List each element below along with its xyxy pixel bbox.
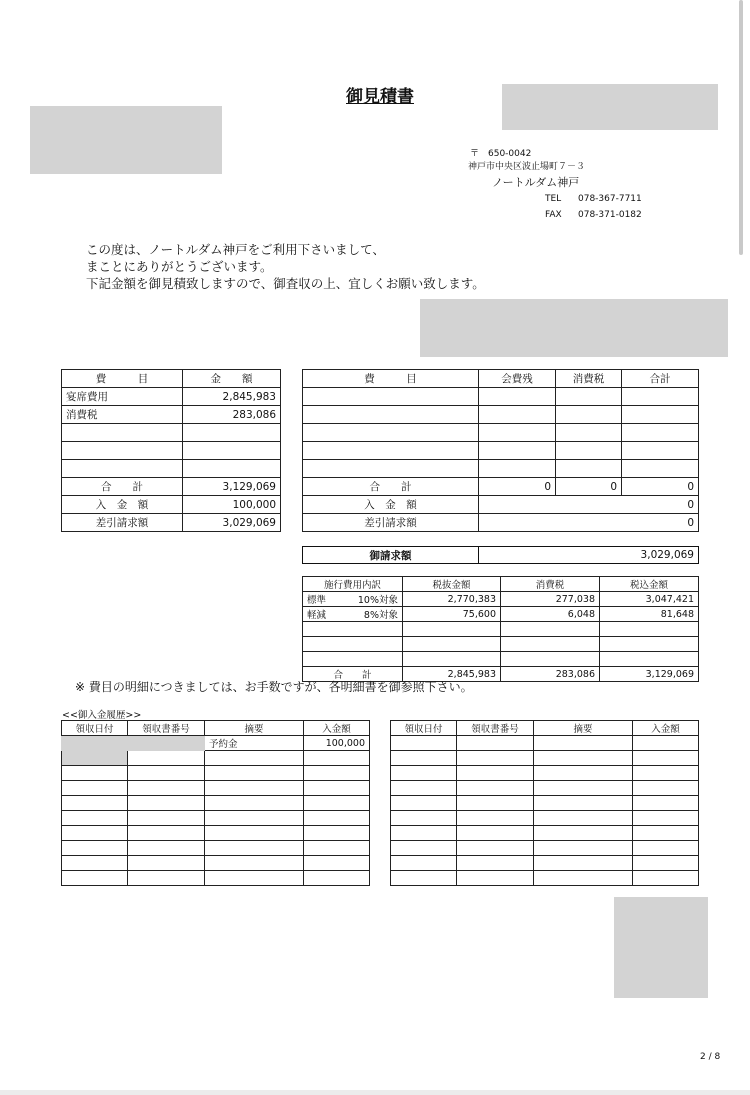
issuer-address: 神戸市中央区波止場町７－３ xyxy=(468,162,586,172)
fax-label: FAX xyxy=(545,210,562,220)
table-row xyxy=(391,856,699,871)
tax-cell: 6,048 xyxy=(501,607,600,622)
table-row xyxy=(391,736,699,751)
invoice-table xyxy=(302,546,699,564)
tel-label: TEL xyxy=(545,194,562,204)
total-row xyxy=(62,478,281,496)
fee-table xyxy=(302,369,699,532)
balance-row xyxy=(303,514,699,532)
net-cell: 75,600 xyxy=(403,607,501,622)
header-cell: 合計 xyxy=(622,370,699,388)
total-value: 0 xyxy=(622,478,699,496)
header-cell: 入金額 xyxy=(633,721,699,736)
table-row xyxy=(303,622,699,637)
balance-value: 3,029,069 xyxy=(183,514,281,532)
total-row xyxy=(303,478,699,496)
deposit-history-table-right xyxy=(390,720,699,886)
scrollbar[interactable] xyxy=(739,0,743,255)
table-row xyxy=(391,811,699,826)
table-row xyxy=(62,442,281,460)
table-row xyxy=(303,592,699,607)
total-value: 3,129,069 xyxy=(183,478,281,496)
total-tax: 283,086 xyxy=(501,667,600,682)
total-net: 2,845,983 xyxy=(403,667,501,682)
summary-cell: 予約金 xyxy=(205,736,304,751)
tax-breakdown-table xyxy=(302,576,699,682)
table-row xyxy=(62,781,370,796)
deposit-row xyxy=(303,496,699,514)
category-label: 標準 xyxy=(307,595,327,606)
total-label: 合 計 xyxy=(62,478,183,496)
balance-value: 0 xyxy=(479,514,699,532)
table-row xyxy=(62,460,281,478)
item-cell: 宴席費用 xyxy=(62,388,183,406)
header-cell: 消費税 xyxy=(501,577,600,592)
header-cell: 領収日付 xyxy=(391,721,457,736)
fax-number: 078-371-0182 xyxy=(578,210,642,220)
item-cell: 消費税 xyxy=(62,406,183,424)
total-value: 0 xyxy=(556,478,622,496)
redacted-cell xyxy=(62,736,205,751)
total-label: 合 計 xyxy=(303,667,403,682)
balance-label: 差引請求額 xyxy=(303,514,479,532)
table-row xyxy=(62,736,370,751)
table-row xyxy=(62,811,370,826)
header-cell: 税抜金額 xyxy=(403,577,501,592)
redacted-block xyxy=(420,299,728,357)
table-row xyxy=(62,871,370,886)
note-text: ※ 費目の明細につきましては、お手数ですが、各明細書を御参照下さい。 xyxy=(75,680,473,694)
deposit-history-label: <<御入金履歴>> xyxy=(62,710,142,721)
header-cell: 摘要 xyxy=(534,721,633,736)
header-cell: 領収書番号 xyxy=(457,721,534,736)
table-row xyxy=(391,871,699,886)
header-cell: 費 目 xyxy=(303,370,479,388)
amount-cell: 2,845,983 xyxy=(183,388,281,406)
greeting-line: まことにありがとうございます。 xyxy=(86,259,273,274)
total-label: 合 計 xyxy=(303,478,479,496)
table-row xyxy=(303,442,699,460)
table-row xyxy=(391,766,699,781)
rate-label: 8%対象 xyxy=(363,610,398,621)
header-cell: 金 額 xyxy=(183,370,281,388)
table-row xyxy=(62,796,370,811)
header-cell: 税込金額 xyxy=(600,577,699,592)
gross-cell: 3,047,421 xyxy=(600,592,699,607)
table-row xyxy=(303,607,699,622)
rate-label: 10%対象 xyxy=(357,595,398,606)
viewer-bottom-edge xyxy=(0,1090,750,1095)
table-row xyxy=(303,652,699,667)
issuer-postal: 〒 650-0042 xyxy=(470,149,532,159)
table-row xyxy=(303,424,699,442)
category-cell xyxy=(303,607,403,622)
greeting-line: この度は、ノートルダム神戸をご利用下さいまして、 xyxy=(86,242,385,257)
table-row xyxy=(62,856,370,871)
category-label: 軽減 xyxy=(307,610,327,621)
table-row xyxy=(391,751,699,766)
balance-row xyxy=(62,514,281,532)
table-row xyxy=(303,460,699,478)
redacted-block xyxy=(614,897,708,998)
deposit-history-table-left xyxy=(61,720,370,886)
issuer-company: ノートルダム神戸 xyxy=(492,176,580,189)
gross-cell: 81,648 xyxy=(600,607,699,622)
deposit-row xyxy=(62,496,281,514)
amount-cell: 283,086 xyxy=(183,406,281,424)
table-row xyxy=(62,424,281,442)
total-value: 0 xyxy=(479,478,556,496)
deposit-label: 入 金 額 xyxy=(303,496,479,514)
table-row xyxy=(62,766,370,781)
table-row xyxy=(62,406,281,424)
table-row xyxy=(391,796,699,811)
table-row xyxy=(303,637,699,652)
tel-number: 078-367-7711 xyxy=(578,194,642,204)
header-cell: 摘要 xyxy=(205,721,304,736)
table-row xyxy=(62,841,370,856)
header-cell: 領収書番号 xyxy=(128,721,205,736)
header-cell: 施行費用内訳 xyxy=(303,577,403,592)
table-row xyxy=(391,781,699,796)
category-cell xyxy=(303,592,403,607)
table-row xyxy=(391,826,699,841)
page-indicator: 2 / 8 xyxy=(700,1052,721,1062)
header-cell: 領収日付 xyxy=(62,721,128,736)
tax-cell: 277,038 xyxy=(501,592,600,607)
header-cell: 費 目 xyxy=(62,370,183,388)
header-cell: 消費税 xyxy=(556,370,622,388)
summary-table xyxy=(61,369,281,532)
table-row xyxy=(62,826,370,841)
table-row xyxy=(62,388,281,406)
total-gross: 3,129,069 xyxy=(600,667,699,682)
table-row xyxy=(303,388,699,406)
document-title: 御見積書 xyxy=(346,87,414,107)
invoice-label: 御請求額 xyxy=(303,547,479,564)
table-row xyxy=(391,841,699,856)
balance-label: 差引請求額 xyxy=(62,514,183,532)
header-cell: 会費残 xyxy=(479,370,556,388)
deposit-value: 100,000 xyxy=(183,496,281,514)
net-cell: 2,770,383 xyxy=(403,592,501,607)
invoice-value: 3,029,069 xyxy=(479,547,699,564)
deposit-value: 0 xyxy=(479,496,699,514)
header-cell: 入金額 xyxy=(304,721,370,736)
amount-cell: 100,000 xyxy=(304,736,370,751)
table-row xyxy=(303,406,699,424)
table-row xyxy=(62,751,370,766)
deposit-label: 入 金 額 xyxy=(62,496,183,514)
greeting-line: 下記金額を御見積致しますので、御査収の上、宜しくお願い致します。 xyxy=(86,276,485,291)
redacted-block xyxy=(30,106,222,174)
